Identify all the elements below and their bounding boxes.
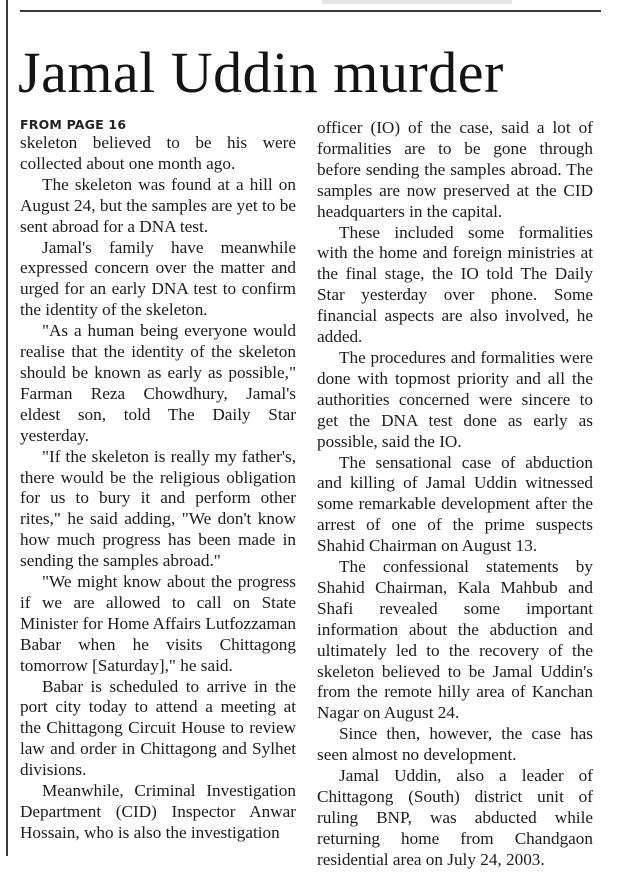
paragraph: Babar is scheduled to arrive in the port city today to attend a meeting at the Chittagong Circuit House to review law and order in Chittagong and Sylhet divisions.: [20, 676, 296, 780]
column-border-left: [6, 0, 8, 856]
paragraph: Jamal's family have meanwhile expressed concern over the matter and urged for an early DNA test to confirm the identity of the skeleton.: [20, 237, 296, 320]
article-headline: Jamal Uddin murder: [18, 40, 504, 105]
continuation-kicker: FROM PAGE 16: [20, 117, 127, 132]
paragraph: Jamal Uddin, also a leader of Chittagong (South) district unit of ruling BNP, was abducted while returning home from Chandgaon residential area on July 24, 2003.: [317, 766, 593, 869]
paragraph: The sensational case of abduction and killing of Jamal Uddin witnessed some remarkable development after the arrest of one of the prime suspects Shahid Chairman on August 13.: [317, 452, 593, 556]
paragraph: skeleton believed to be his were collected about one month ago.: [20, 133, 296, 173]
article-column-left: [20, 118, 296, 844]
paragraph: "As a human being everyone would realise that the identity of the skeleton should be known as early as possible," Farman Reza Chowdhury, Jamal's eldest son, told The Daily Star yesterday.: [20, 321, 296, 445]
paragraph: The skeleton was found at a hill on August 24, but the samples are yet to be sent abroad for a DNA test.: [20, 174, 296, 236]
paragraph: The confessional statements by Shahid Chairman, Kala Mahbub and Shafi revealed some important information about the abduction and ultimately led to the recovery of the skeleton believed to be Jamal Uddin's from the remote hilly area of Kanchan Nagar on August 24.: [317, 557, 593, 723]
article-column-right: [317, 118, 593, 871]
paragraph: "If the skeleton is really my father's, there would be the religious obligation for us to bury it and perform other rites," he said adding, "We don't know how much progress has been made in sending the samples abroad.": [20, 446, 296, 571]
paragraph: "We might know about the progress if we are allowed to call on State Minister for Home Affairs Lutfozzaman Babar when he visits Chittagong tomorrow [Saturday]," he said.: [20, 572, 296, 675]
paragraph: The procedures and formalities were done with topmost priority and all the authorities concerned were sincere to get the DNA test done as early as possible, said the IO.: [317, 347, 593, 451]
paragraph: officer (IO) of the case, said a lot of formalities are to be gone through before sending the samples abroad. The samples are now preserved at the CID headquarters in the capital.: [317, 118, 593, 221]
paragraph: Since then, however, the case has seen almost no development.: [317, 724, 593, 765]
faded-header-strip: [322, 0, 512, 4]
paragraph: These included some formalities with the home and foreign ministries at the final stage, the IO told The Daily Star yesterday over phone. Some financial aspects are also involved, he added.: [317, 222, 593, 347]
top-rule-divider: [20, 10, 601, 12]
paragraph: Meanwhile, Criminal Investigation Department (CID) Inspector Anwar Hossain, who is also the investigation: [20, 781, 296, 842]
